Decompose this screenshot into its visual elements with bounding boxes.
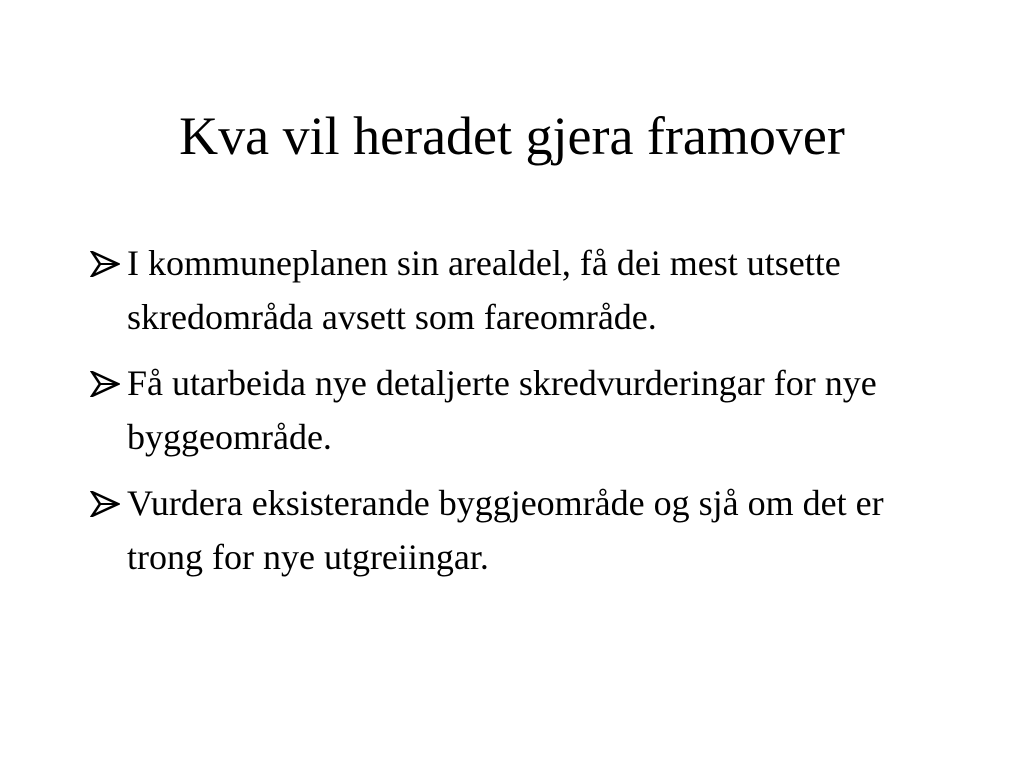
bullet-list	[90, 236, 950, 596]
arrow-bullet-icon	[90, 371, 120, 397]
bullet-text: I kommuneplanen sin arealdel, få dei mest utsette skredområda avsett som fareområde.	[127, 243, 841, 337]
bullet-item	[90, 356, 950, 464]
arrow-bullet-icon	[90, 491, 120, 517]
arrow-bullet-icon	[90, 251, 120, 277]
bullet-text: Få utarbeida nye detaljerte skredvurderingar for nye byggeområde.	[127, 363, 877, 457]
slide-title: Kva vil heradet gjera framover	[179, 106, 845, 166]
bullet-item	[90, 476, 950, 584]
bullet-text: Vurdera eksisterande byggjeområde og sjå om det er trong for nye utgreiingar.	[127, 483, 884, 577]
bullet-item	[90, 236, 950, 344]
